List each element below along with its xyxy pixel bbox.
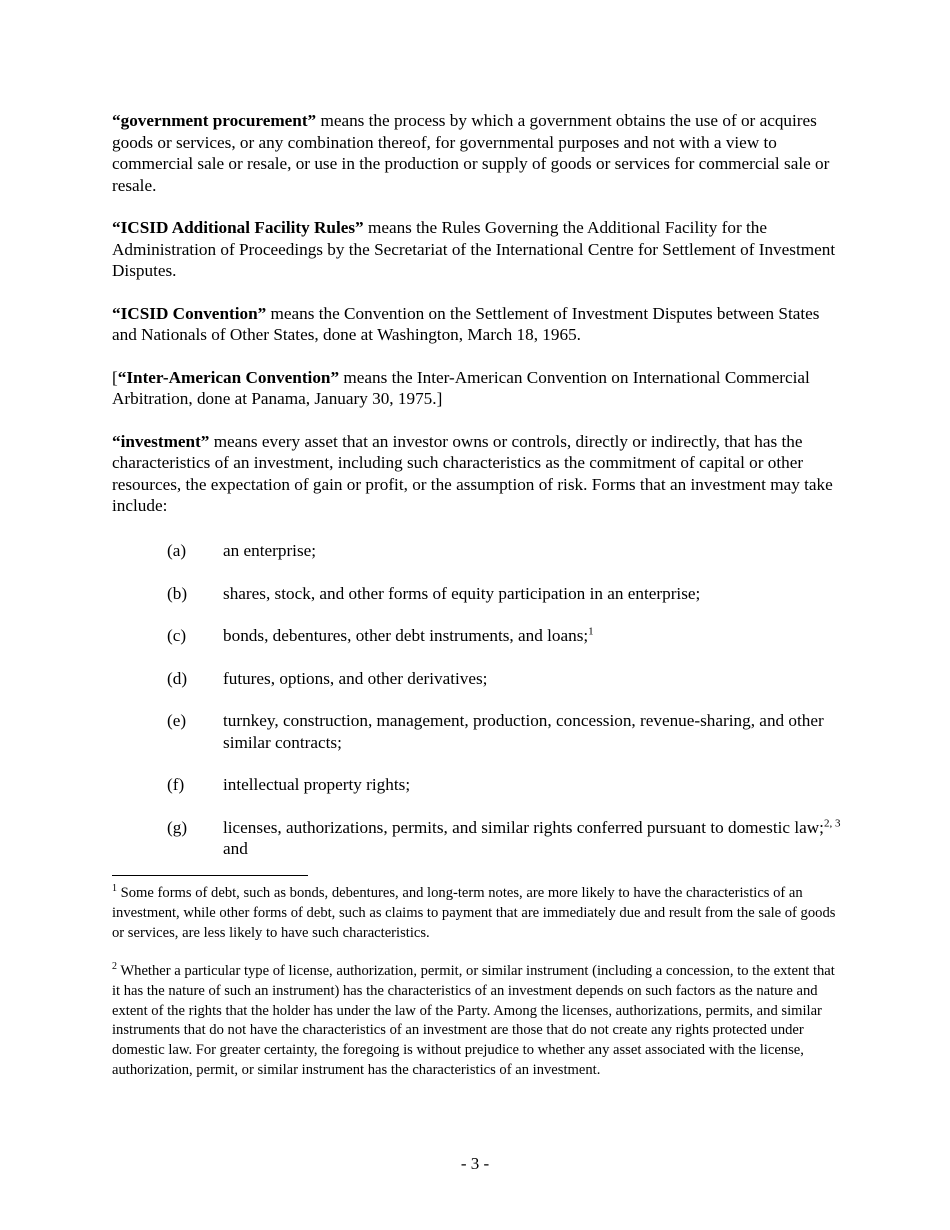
list-item-text: intellectual property rights; [223, 775, 411, 794]
list-item [167, 774, 847, 796]
list-item-text: licenses, authorizations, permits, and similar rights conferred pursuant to domestic law; [223, 817, 824, 837]
definition-text: means the Inter-American Convention on International Commercial Arbitration, done at Panama, January 30, 1975.] [112, 367, 810, 408]
list-item-text-wrap [223, 817, 847, 860]
definition-term: “ICSID Convention” [112, 303, 267, 323]
definition-text: means every asset that an investor owns or controls, directly or indirectly, that has the characteristics of an investment, including such characteristics as the commitment of capital or other resources, the expectation of gain or profit, or the assumption of risk. Forms that an investment may take include: [112, 431, 833, 515]
definition-icsid-additional-facility-rules [112, 217, 840, 282]
list-item-label: (e) [167, 711, 187, 730]
definition-investment [112, 431, 840, 517]
definition-inter-american-convention [112, 367, 840, 410]
list-item-text: futures, options, and other derivatives; [223, 668, 488, 688]
list-item [167, 668, 847, 690]
list-item-text: bonds, debentures, other debt instruments, and loans; [223, 626, 589, 645]
page-number: - 3 - [460, 1154, 490, 1173]
footnote-text: Whether a particular type of license, authorization, permit, or similar instrument (including a concession, to the extent that it has the nature of such an instrument) has the characteristics of an investment depends on such factors as the nature and extent of the rights that the holder has under the law of the Party. Among the licenses, authorizations, permits, and similar instruments that do not have the characteristics of an investment are those that do not create any rights protected under domestic law. For greater certainty, the foregoing is without prejudice to whether any asset associated with the license, authorization, permit, or similar instrument has the characteristics of an investment. [112, 963, 835, 1078]
footnote-ref: 1 [588, 625, 594, 638]
list-item [167, 710, 847, 753]
list-item-text-wrap [223, 625, 847, 647]
list-item-label: (g) [167, 817, 188, 837]
list-item-text: shares, stock, and other forms of equity participation in an enterprise; [223, 583, 701, 603]
footnote-text: Some forms of debt, such as bonds, debentures, and long-term notes, are more likely to have the characteristics of an investment, while other forms of debt, such as claims to payment that are immediately due and result from the sale of goods or services, are less likely to have such characteristics. [112, 885, 836, 941]
footnote-number: 2 [112, 961, 117, 973]
definition-term: “investment” [112, 431, 210, 451]
list-item-label: (b) [167, 583, 188, 603]
definition-icsid-convention [112, 303, 840, 346]
definition-text: means the process by which a government obtains the use of or acquires goods or services, or any combination thereof, for governmental purposes and not with a view to commercial sale or resale, or use in the production or supply of goods or services for commercial sale or resale. [112, 111, 830, 195]
list-item [167, 540, 847, 562]
footnote-ref: 2, 3 [823, 816, 841, 829]
definition-text: means the Convention on the Settlement of Investment Disputes between States and Nationals of Other States, done at Washington, March 18, 1965. [112, 303, 820, 344]
investment-forms-list [167, 540, 847, 860]
list-item-label: (d) [167, 668, 188, 688]
list-item-label: (c) [167, 626, 187, 645]
list-item [167, 625, 847, 647]
definition-term: “government procurement” [112, 111, 317, 130]
list-item-label: (f) [167, 775, 185, 794]
footnote-2 [112, 962, 840, 1081]
definition-term: “ICSID Additional Facility Rules” [112, 218, 364, 237]
definitions-section [112, 110, 840, 538]
footnote-1 [112, 884, 840, 943]
footnote-number: 1 [112, 883, 117, 895]
bracket-open: [ [112, 367, 118, 387]
footnote-separator [112, 875, 308, 876]
list-item-suffix: and [223, 839, 248, 858]
definition-text: means the Rules Governing the Additional Facility for the Administration of Proceedings by the Secretariat of the International Centre for Settlement of Investment Disputes. [112, 218, 836, 280]
list-item-text: turnkey, construction, management, production, concession, revenue-sharing, and other similar contracts; [223, 711, 824, 752]
list-item-text: an enterprise; [223, 541, 317, 560]
definition-government-procurement [112, 110, 840, 196]
list-item [167, 583, 847, 605]
definition-term: “Inter-American Convention” [117, 367, 340, 387]
list-item [167, 817, 847, 860]
list-item-label: (a) [167, 541, 187, 560]
